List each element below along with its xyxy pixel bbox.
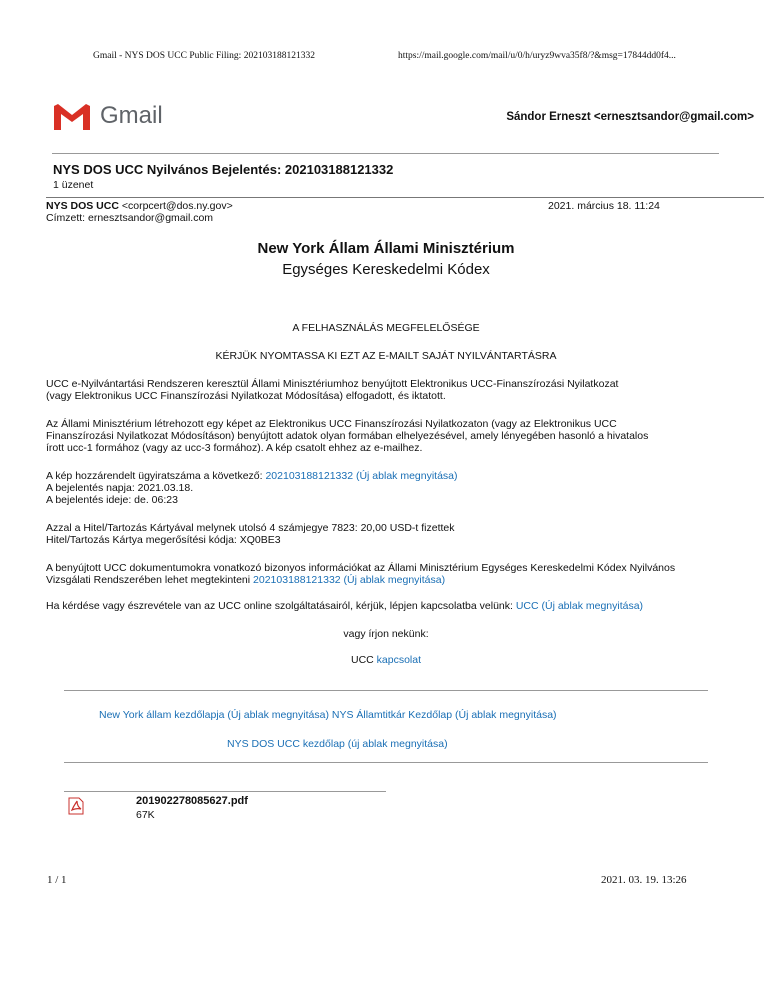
body-subtitle: Egységes Kereskedelmi Kódex: [282, 261, 490, 278]
print-footer-page: 1 / 1: [47, 874, 67, 886]
ucc-prefix: UCC: [350, 654, 374, 666]
contact-text: Ha kérdése vagy észrevétele van az UCC online szolgáltatásairól, kérjük, lépjen kapcsolatba velünk:: [46, 600, 513, 612]
or-write: vagy írjon nekünk:: [343, 628, 429, 640]
filing-info: [46, 470, 746, 506]
file-number-label: A kép hozzárendelt ügyiratszáma a következő:: [46, 470, 263, 482]
message-to: Címzett: ernesztsandor@gmail.com: [46, 212, 214, 224]
heading-suitability: A FELHASZNÁLÁS MEGFELELŐSÉGE: [292, 322, 480, 334]
paragraph-line: írott ucc-1 formához (vagy az ucc-3 formához). A kép csatolt ehhez az e-mailhez.: [46, 442, 423, 454]
divider: [52, 153, 719, 154]
paragraph-line: UCC e-Nyilvántartási Rendszeren keresztül Állami Minisztériumhoz benyújtott Elektronikus UCC-Finanszírozási Nyilatkozat: [46, 378, 619, 390]
paragraph-line: (vagy Elektronikus UCC Finanszírozási Nyilatkozat Módosítása) elfogadott, és iktatott.: [46, 390, 446, 402]
paragraph-accepted: [46, 378, 746, 402]
print-header-url: https://mail.google.com/mail/u/0/h/uryz9wva35f8/?&msg=17844dd0f4...: [398, 51, 676, 61]
body-title: New York Állam Állami Minisztérium: [257, 240, 515, 257]
confirmation-line: Hitel/Tartozás Kártya megerősítési kódja: XQ0BE3: [46, 534, 281, 546]
attachment-divider: [64, 791, 386, 792]
gmail-logo-icon: [52, 102, 92, 132]
paragraph-line: A benyújtott UCC dokumentumokra vonatkozó bizonyos információkat az Állami Minisztérium Egységes Kereskedelmi Kódex Nyilvános: [46, 562, 676, 574]
ucc-home-link[interactable]: NYS DOS UCC kezdőlap (új ablak megnyitása): [227, 738, 448, 750]
attachment-size: 67K: [136, 809, 155, 821]
attachment-name[interactable]: 201902278085627.pdf: [136, 795, 248, 807]
file-number-line: [46, 470, 746, 482]
print-header-title: Gmail - NYS DOS UCC Public Filing: 202103188121332: [93, 51, 315, 61]
file-number-link[interactable]: 202103188121332 (Új ablak megnyitása): [265, 470, 458, 482]
paragraph-line: Finanszírozási Nyilatkozat Módosításon) benyújtott adatok olyan formában elhelyezésével, amely lényegében hasonló a hivatalos: [46, 430, 649, 442]
thread-subject: NYS DOS UCC Nyilvános Bejelentés: 202103188121332: [53, 162, 394, 177]
divider: [64, 690, 708, 691]
pdf-icon[interactable]: [68, 797, 84, 815]
print-footer-timestamp: 2021. 03. 19. 13:26: [601, 874, 687, 886]
contact-line: [46, 600, 746, 612]
filing-time: A bejelentés ideje: de. 06:23: [46, 494, 178, 506]
message-date: 2021. március 18. 11:24: [548, 200, 660, 212]
documents-info: [46, 562, 746, 586]
from-email: <corpcert@dos.ny.gov>: [121, 200, 233, 212]
filing-date: A bejelentés napja: 2021.03.18.: [46, 482, 194, 494]
account-sender: Sándor Erneszt <ernesztsandor@gmail.com>: [506, 111, 754, 123]
message-count: 1 üzenet: [53, 179, 94, 191]
payment-info: [46, 522, 746, 546]
divider: [46, 197, 764, 198]
divider: [64, 762, 708, 763]
docs-text: Vizsgálati Rendszerében lehet megtekinteni: [46, 574, 251, 586]
home-links[interactable]: New York állam kezdőlapja (Új ablak megnyitása) NYS Államtitkár Kezdőlap (Új ablak megnyitása): [99, 709, 557, 721]
gmail-wordmark: Gmail: [100, 102, 163, 129]
paragraph-line: Az Állami Minisztérium létrehozott egy képet az Elektronikus UCC Finanszírozási Nyilatkozaton (vagy az Elektronikus UCC: [46, 418, 617, 430]
paragraph-line: [46, 574, 746, 586]
contact-ucc-link[interactable]: UCC (Új ablak megnyitása): [515, 600, 644, 612]
message-from: [46, 200, 233, 212]
docs-link[interactable]: 202103188121332 (Új ablak megnyitása): [253, 574, 446, 586]
paragraph-image: [46, 418, 746, 454]
payment-line: Azzal a Hitel/Tartozás Kártyával melynek utolsó 4 számjegye 7823: 20,00 USD-t fizettek: [46, 522, 455, 534]
from-name: NYS DOS UCC: [46, 200, 119, 212]
ucc-contact: [0, 654, 772, 666]
ucc-contact-link[interactable]: kapcsolat: [376, 654, 422, 666]
heading-print: KÉRJÜK NYOMTASSA KI EZT AZ E-MAILT SAJÁT NYILVÁNTARTÁSRA: [215, 350, 557, 362]
